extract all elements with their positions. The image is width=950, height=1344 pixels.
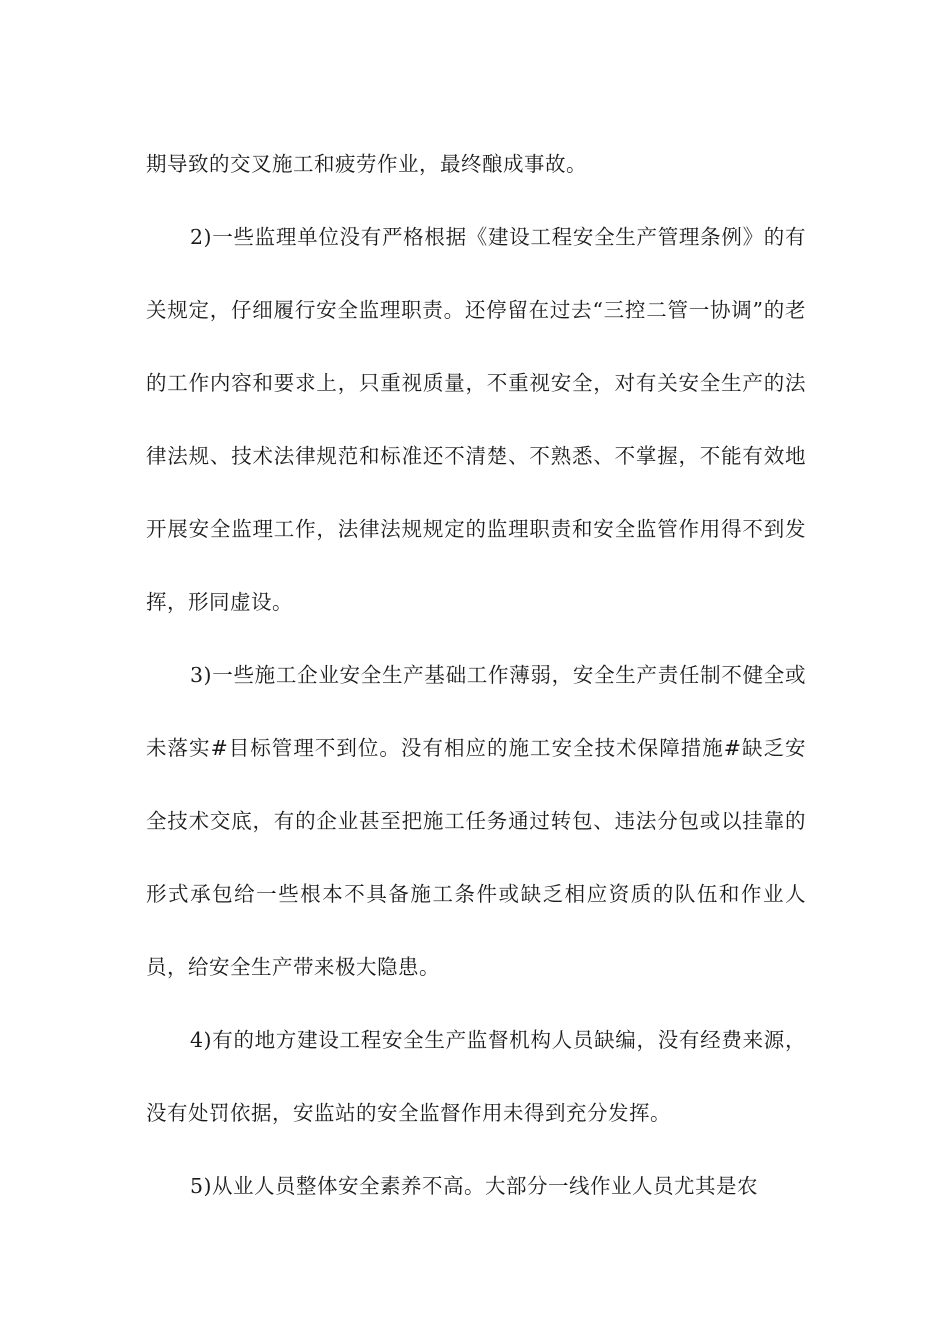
paragraph-continuation: 期导致的交叉施工和疲劳作业，最终酿成事故。 bbox=[146, 152, 587, 176]
paragraph-item-4: 4)有的地方建设工程安全生产监督机构人员缺编，没有经费来源，没有处罚依据，安监站的安全监督作用未得到充分发挥。 bbox=[146, 1028, 806, 1125]
paragraph-item-2: 2)一些监理单位没有严格根据《建设工程安全生产管理条例》的有关规定，仔细履行安全监理职责。还停留在过去“三控二管一协调”的老的工作内容和要求上，只重视质量，不重视安全，对有关安全生产的法律法规、技术法律规范和标准还不清楚、不熟悉、不掌握，不能有效地开展安全监理工作，法律法规规定的监理职责和安全监管作用得不到发挥，形同虚设。 bbox=[146, 225, 806, 614]
paragraph-item-3: 3)一些施工企业安全生产基础工作薄弱，安全生产责任制不健全或未落实#目标管理不到位。没有相应的施工安全技术保障措施#缺乏安全技术交底，有的企业甚至把施工任务通过转包、违法分包或以挂靠的形式承包给一些根本不具备施工条件或缺乏相应资质的队伍和作业人员，给安全生产带来极大隐患。 bbox=[146, 663, 806, 979]
paragraph-item-5: 5)从业人员整体安全素养不高。大部分一线作业人员尤其是农 bbox=[190, 1174, 759, 1198]
document-body bbox=[146, 128, 806, 1223]
